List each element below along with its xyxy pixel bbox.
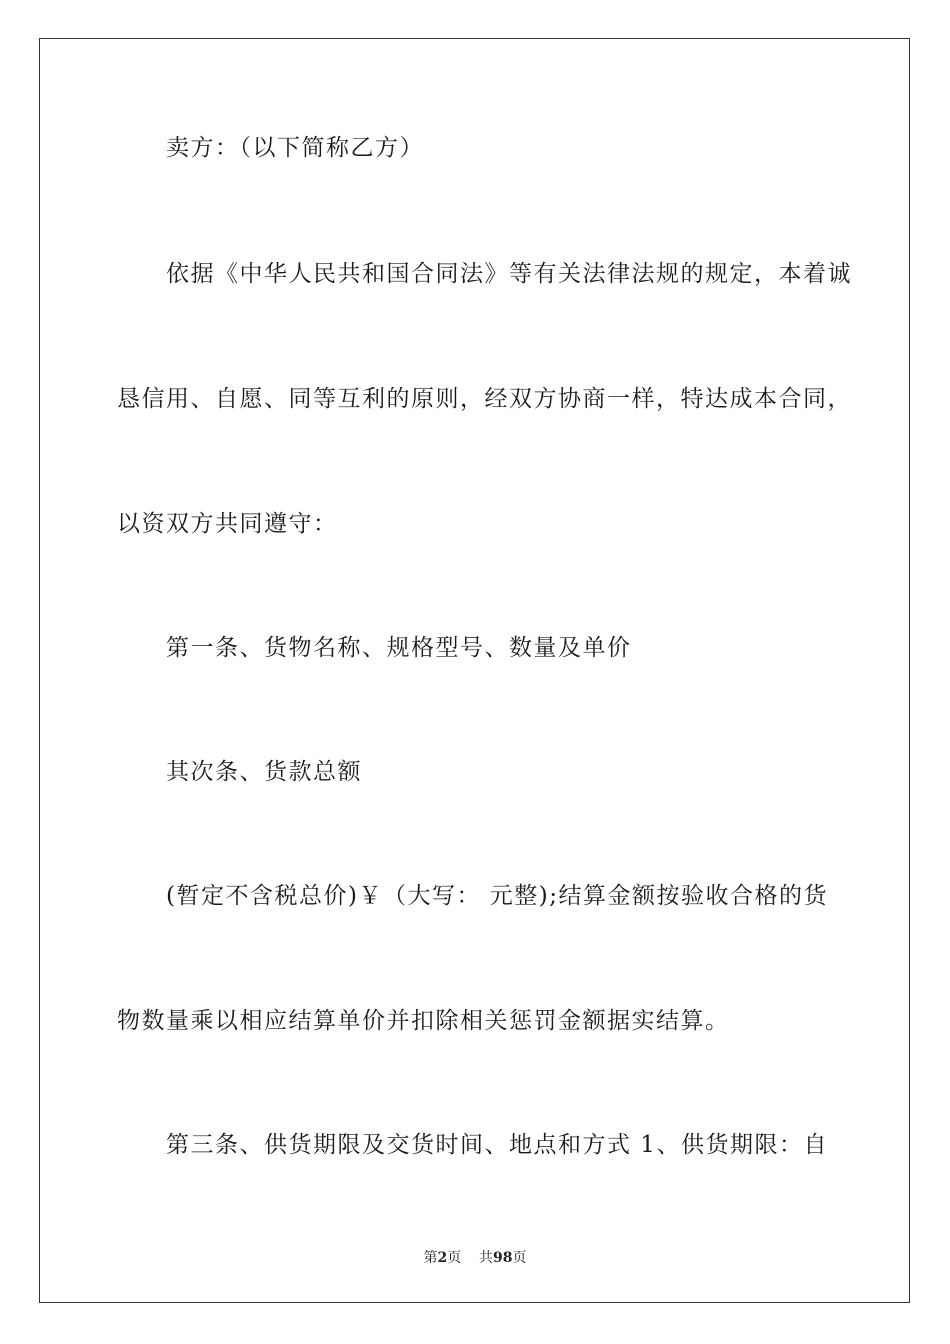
footer-page-prefix: 第 [423,1250,438,1266]
paragraph-line-3: 以资双方共同遵守： [117,511,338,537]
paragraph-line-1: 依据《中华人民共和国合同法》等有关法律法规的规定，本着诚 [166,261,852,287]
footer-total-pages: 98 [493,1250,513,1266]
footer-page-suffix: 页 [447,1250,462,1266]
article-2-heading: 其次条、货款总额 [166,759,362,785]
footer-total-suffix: 页 [512,1250,527,1266]
footer-total-prefix: 共 [479,1250,494,1266]
article-1-heading: 第一条、货物名称、规格型号、数量及单价 [166,635,632,661]
price-line-1: (暂定不含税总价)￥（大写： 元整);结算金额按验收合格的货 [166,883,828,909]
footer-page-number: 2 [437,1250,448,1266]
seller-line: 卖方：（以下简称乙方） [166,135,424,161]
article-3-heading: 第三条、供货期限及交货时间、地点和方式 1、供货期限：自 [166,1132,828,1158]
price-line-2: 物数量乘以相应结算单价并扣除相关惩罚金额据实结算。 [117,1008,730,1034]
page-border [39,38,910,1303]
page-footer [0,1247,950,1267]
paragraph-line-2: 恳信用、自愿、同等互利的原则，经双方协商一样，特达成本合同， [117,386,852,412]
